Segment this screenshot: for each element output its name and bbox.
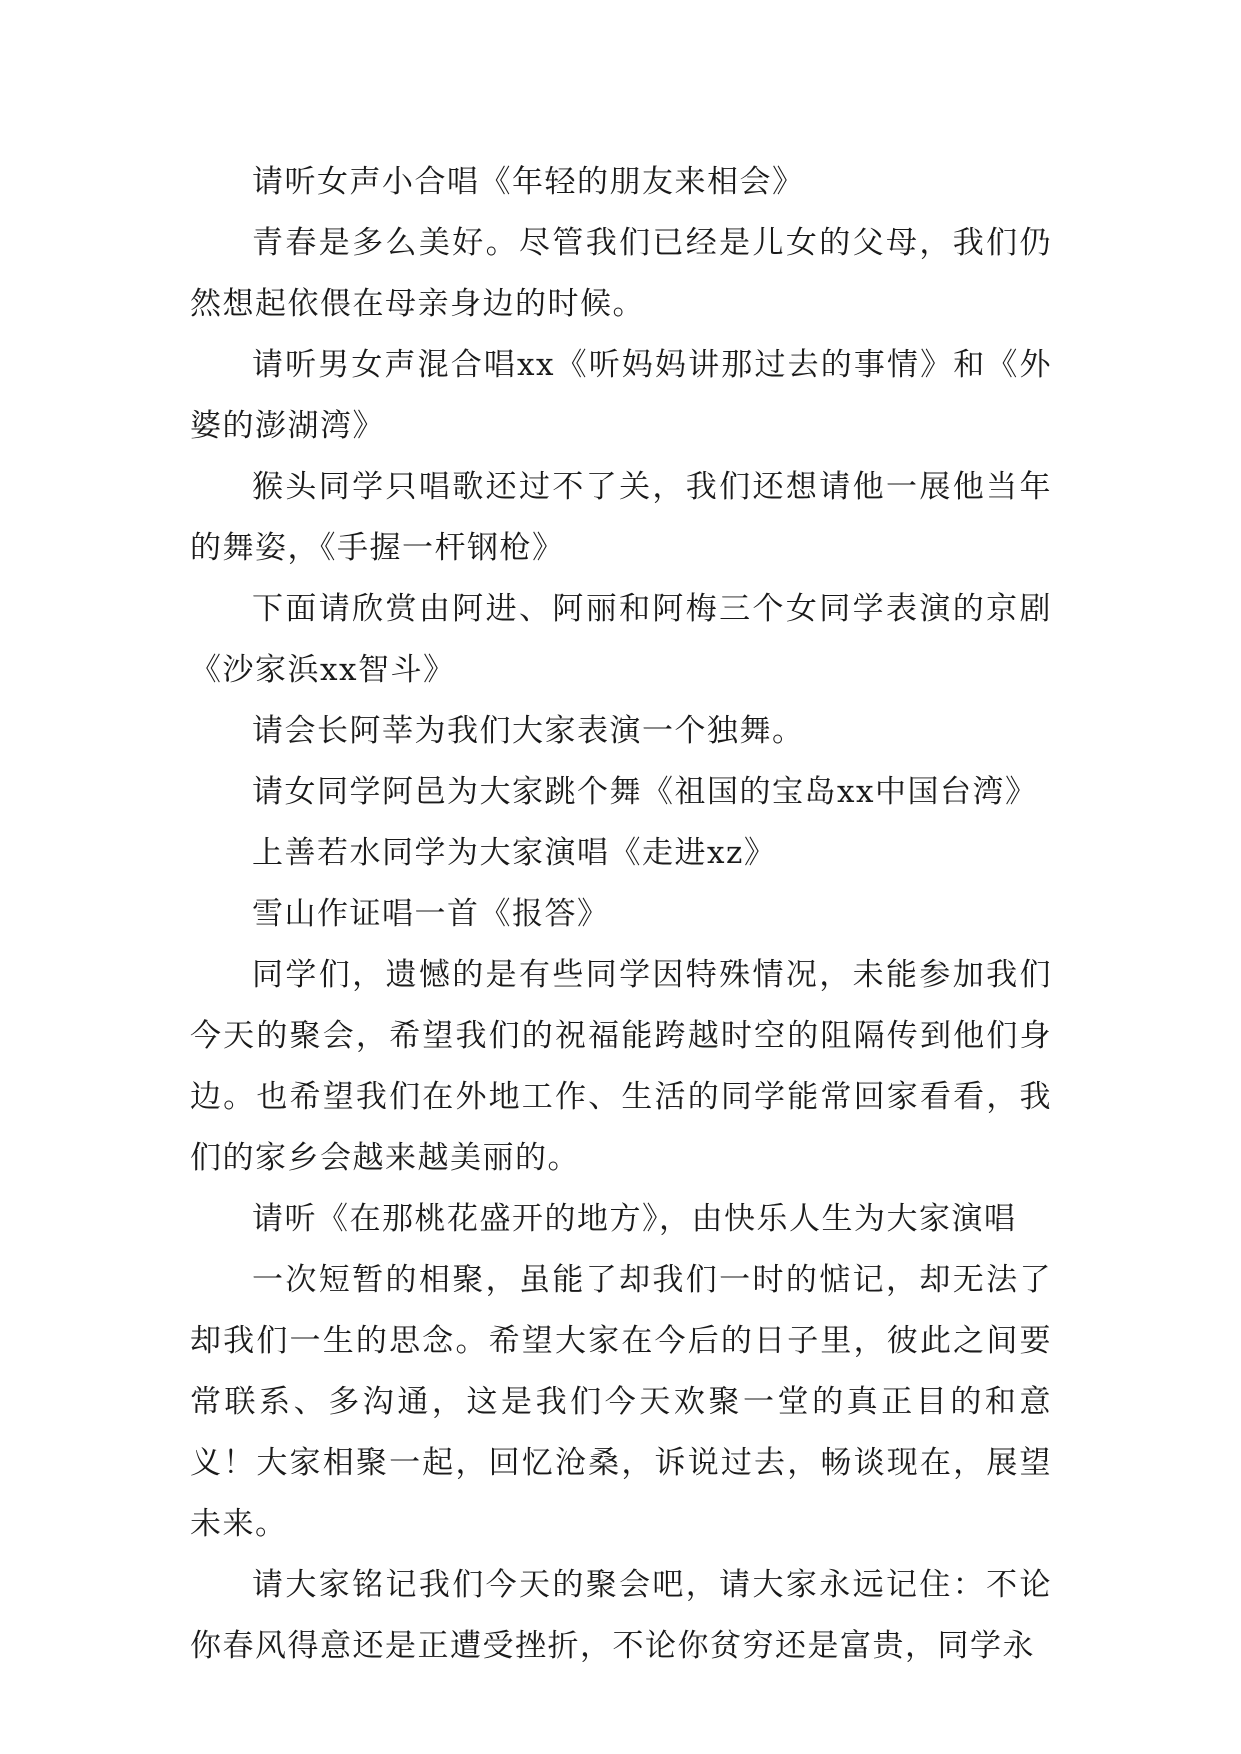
paragraph: 上善若水同学为大家演唱《走进xz》 [252,835,777,871]
paragraph: 请女同学阿邑为大家跳个舞《祖国的宝岛xx中国台湾》 [252,774,1038,810]
paragraph: 请听《在那桃花盛开的地方》，由快乐人生为大家演唱 [252,1201,1017,1237]
paragraph: 请大家铭记我们今天的聚会吧，请大家永远记住：不论你春风得意还是正遭受挫折，不论你贫穷还是富贵，同学永 [190,1567,1052,1664]
paragraph: 一次短暂的相聚，虽能了却我们一时的惦记，却无法了却我们一生的思念。希望大家在今后的日子里，彼此之间要常联系、多沟通，这是我们今天欢聚一堂的真正目的和意义！大家相聚一起，回忆沧桑，诉说过去，畅谈现在，展望未来。 [190,1262,1052,1542]
paragraph: 同学们，遗憾的是有些同学因特殊情况，未能参加我们今天的聚会，希望我们的祝福能跨越时空的阻隔传到他们身边。也希望我们在外地工作、生活的同学能常回家看看，我们的家乡会越来越美丽的。 [190,957,1052,1176]
paragraph: 请会长阿莘为我们大家表演一个独舞。 [252,713,805,749]
paragraph: 猴头同学只唱歌还过不了关，我们还想请他一展他当年的舞姿，《手握一杆钢枪》 [190,469,1052,566]
paragraph: 请听男女声混合唱xx《听妈妈讲那过去的事情》和《外婆的澎湖湾》 [190,347,1052,444]
paragraph: 青春是多么美好。尽管我们已经是儿女的父母，我们仍然想起依偎在母亲身边的时候。 [190,225,1052,322]
paragraph: 请听女声小合唱《年轻的朋友来相会》 [252,164,805,200]
paragraph: 雪山作证唱一首《报答》 [252,896,610,932]
paragraph: 下面请欣赏由阿进、阿丽和阿梅三个女同学表演的京剧《沙家浜xx智斗》 [190,591,1052,688]
document-body [190,152,1052,1677]
